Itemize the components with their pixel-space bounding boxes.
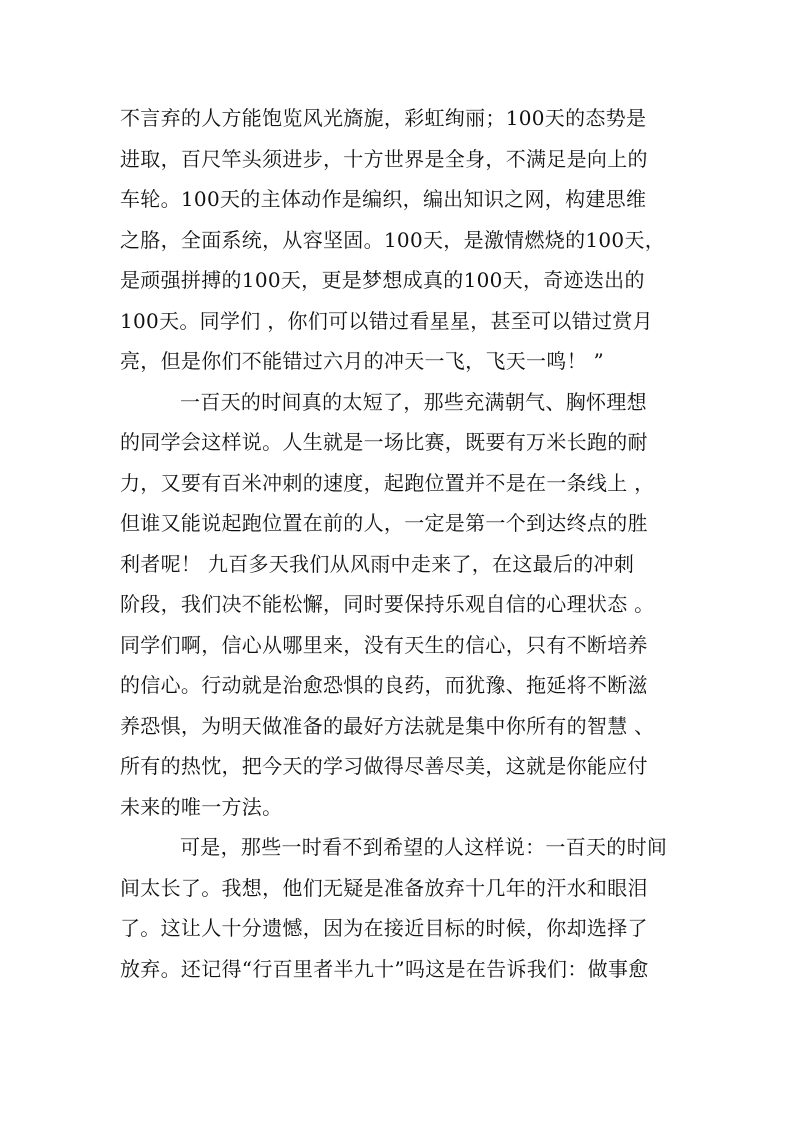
text-line: 未来的唯一方法。 [120,794,283,819]
text-line: 阶段，我们决不能松懈，同时要保持乐观自信的心理状态 。 [120,592,655,616]
text-line: 100天。同学们 ，你们可以错过看星星，甚至可以错过赏月 [120,308,653,333]
paragraph-start-line: 一百天的时间真的太短了，那些充满朝气、胸怀理想 [180,389,647,414]
text-line: 的信心。行动就是治愈恐惧的良药，而犹豫、拖延将不断滋 [120,673,648,697]
text-line: 车轮。100天的主体动作是编织，编出知识之网，构建思维 [120,187,647,211]
paragraph-start-line: 可是，那些一时看不到希望的人这样说：一百天的时间 [180,835,668,859]
text-line: 但谁又能说起跑位置在前的人，一定是第一个到达终点的胜 [120,511,648,535]
text-line: 养恐惧，为明天做准备的最好方法就是集中你所有的智慧 、 [120,713,655,738]
text-line: 放弃。还记得“行百里者半九十”吗这是在告诉我们：做事愈 [120,956,649,981]
text-line: 所有的热忱，把今天的学习做得尽善尽美，这就是你能应付 [120,754,648,778]
text-line: 进取，百尺竿头须进步，十方世界是全身，不满足是向上的 [120,146,648,171]
text-line: 间太长了。我想，他们无疑是准备放弃十几年的汗水和眼泪 [120,875,648,900]
text-line: 利者呢！ 九百多天我们从风雨中走来了，在这最后的冲刺 [120,551,635,576]
text-line: 同学们啊，信心从哪里来，没有天生的信心，只有不断培养 [120,632,648,657]
text-line: 不言弃的人方能饱览风光旖旎，彩虹绚丽；100天的态势是 [120,106,647,130]
text-line: 亮，但是你们不能错过六月的冲天一飞，飞天一鸣！ ” [120,349,605,373]
body-text [120,98,680,989]
text-line: 的同学会这样说。人生就是一场比赛，既要有万米长跑的耐 [120,430,648,454]
text-line: 是顽强拼搏的100天，更是梦想成真的100天，奇迹迭出的 [120,268,645,292]
text-line: 之胳，全面系统，从容坚固。100天，是激情燃烧的100天， [120,227,666,252]
text-line: 力，又要有百米冲刺的速度，起跑位置并不是在一条线上 ， [120,470,655,495]
text-line: 了。这让人十分遗憾，因为在接近目标的时候，你却选择了 [120,916,648,940]
